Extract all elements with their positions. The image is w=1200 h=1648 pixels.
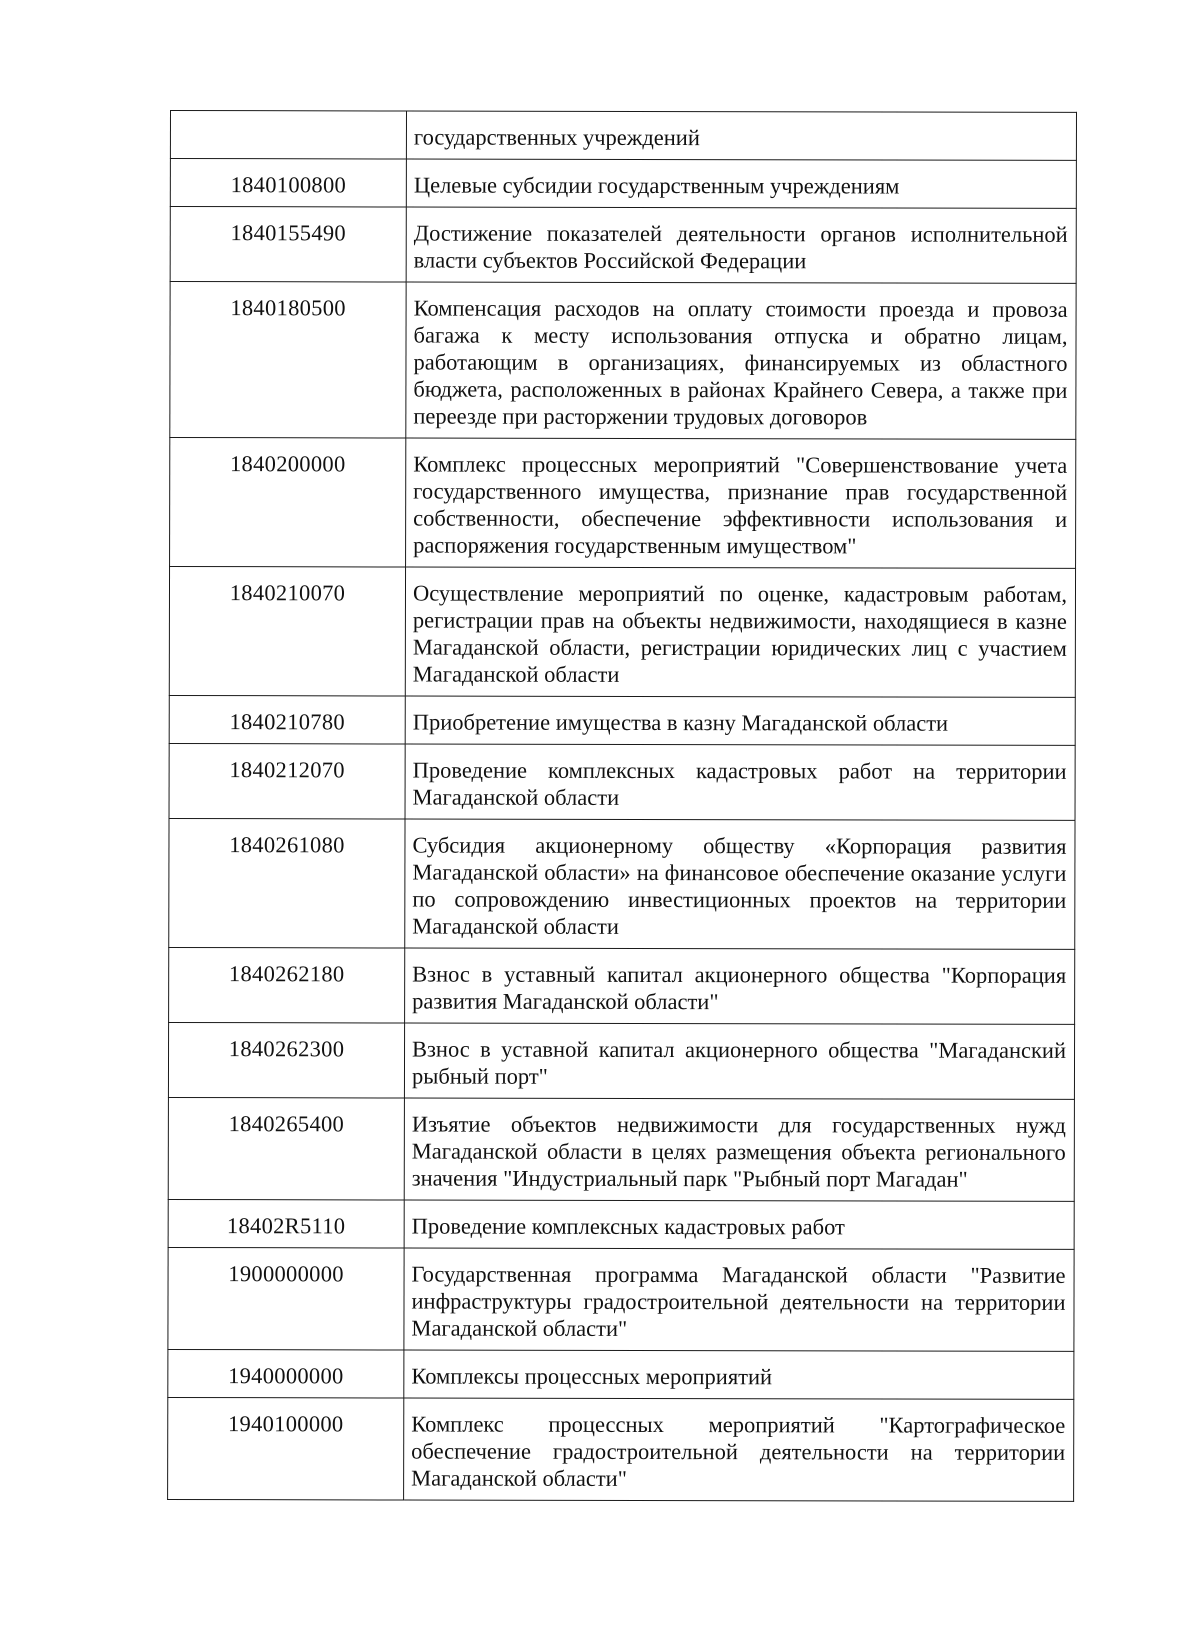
code-cell: 1840210070	[169, 567, 405, 696]
description-cell: Государственная программа Магаданской области "Развитие инфраструктуры градостроительной деятельности на территории Магаданской области"	[404, 1248, 1074, 1351]
description-cell: Компенсация расходов на оплату стоимости проезда и провоза багажа к месту использования отпуска и обратно лицам, работающим в организациях, финансируемых из областного бюджета, расположенных в районах Крайнего Севера, а также при переезде при расторжении трудовых договоров	[406, 282, 1076, 439]
table-row	[169, 743, 1075, 820]
table-row	[168, 1199, 1074, 1249]
table-row	[168, 1397, 1074, 1501]
code-cell: 1840262180	[169, 947, 405, 1022]
table-row	[168, 1022, 1074, 1099]
budget-codes-table	[167, 110, 1077, 1502]
code-cell: 1840200000	[170, 438, 406, 567]
code-cell	[170, 111, 406, 159]
description-cell: Приобретение имущества в казну Магаданской области	[405, 696, 1075, 745]
description-cell: Достижение показателей деятельности органов исполнительной власти субъектов Российской Федерации	[406, 207, 1076, 283]
code-cell: 1900000000	[168, 1247, 404, 1349]
description-cell: Комплекс процессных мероприятий "Картографическое обеспечение градостроительной деятельности на территории Магаданской области"	[404, 1398, 1074, 1501]
table-row	[170, 111, 1076, 161]
description-cell: Взнос в уставной капитал акционерного общества "Магаданский рыбный порт"	[404, 1023, 1074, 1099]
code-cell: 1840155490	[170, 207, 406, 282]
table-row	[168, 1097, 1074, 1201]
table-row	[168, 1247, 1074, 1351]
description-cell: Проведение комплексных кадастровых работ на территории Магаданской области	[405, 744, 1075, 820]
code-cell: 18402R5110	[168, 1199, 404, 1247]
table-row	[170, 438, 1076, 569]
code-cell: 1840212070	[169, 743, 405, 818]
description-cell: Комплексы процессных мероприятий	[404, 1350, 1074, 1399]
code-cell: 1840180500	[170, 282, 406, 438]
code-cell: 1840100800	[170, 159, 406, 207]
table-row	[170, 159, 1076, 209]
description-cell: Изъятие объектов недвижимости для государственных нужд Магаданской области в целях размещения объекта регионального значения "Индустриальный парк "Рыбный порт Магадан"	[404, 1098, 1074, 1201]
table-row	[168, 1349, 1074, 1399]
code-cell: 1940000000	[168, 1349, 404, 1397]
description-cell: Комплекс процессных мероприятий "Совершенствование учета государственного имущества, признание прав государственной собственности, обеспечение эффективности использования и распоряжения государственным имуществом"	[406, 438, 1076, 568]
code-cell: 1940100000	[168, 1397, 404, 1499]
table-row	[169, 695, 1075, 745]
table-row	[170, 207, 1076, 284]
description-cell: Субсидия акционерному обществу «Корпорация развития Магаданской области» на финансовое обеспечение оказание услуги по сопровождению инвестиционных проектов на территории Магаданской области	[405, 819, 1075, 949]
code-cell: 1840262300	[168, 1022, 404, 1097]
table-row	[169, 947, 1075, 1024]
code-cell: 1840261080	[169, 818, 405, 947]
description-cell: Осуществление мероприятий по оценке, кадастровым работам, регистрации прав на объекты недвижимости, находящиеся в казне Магаданской области, регистрации юридических лиц с участием Магаданской области	[405, 567, 1075, 697]
description-cell: государственных учреждений	[406, 111, 1076, 160]
table-row	[169, 818, 1075, 949]
description-cell: Целевые субсидии государственным учреждениям	[406, 159, 1076, 208]
code-cell: 1840265400	[168, 1097, 404, 1199]
description-cell: Проведение комплексных кадастровых работ	[404, 1200, 1074, 1249]
table-row	[169, 567, 1075, 698]
table-row	[170, 282, 1076, 440]
table-body	[168, 111, 1077, 1502]
description-cell: Взнос в уставный капитал акционерного общества "Корпорация развития Магаданской области"	[405, 948, 1075, 1024]
code-cell: 1840210780	[169, 695, 405, 743]
